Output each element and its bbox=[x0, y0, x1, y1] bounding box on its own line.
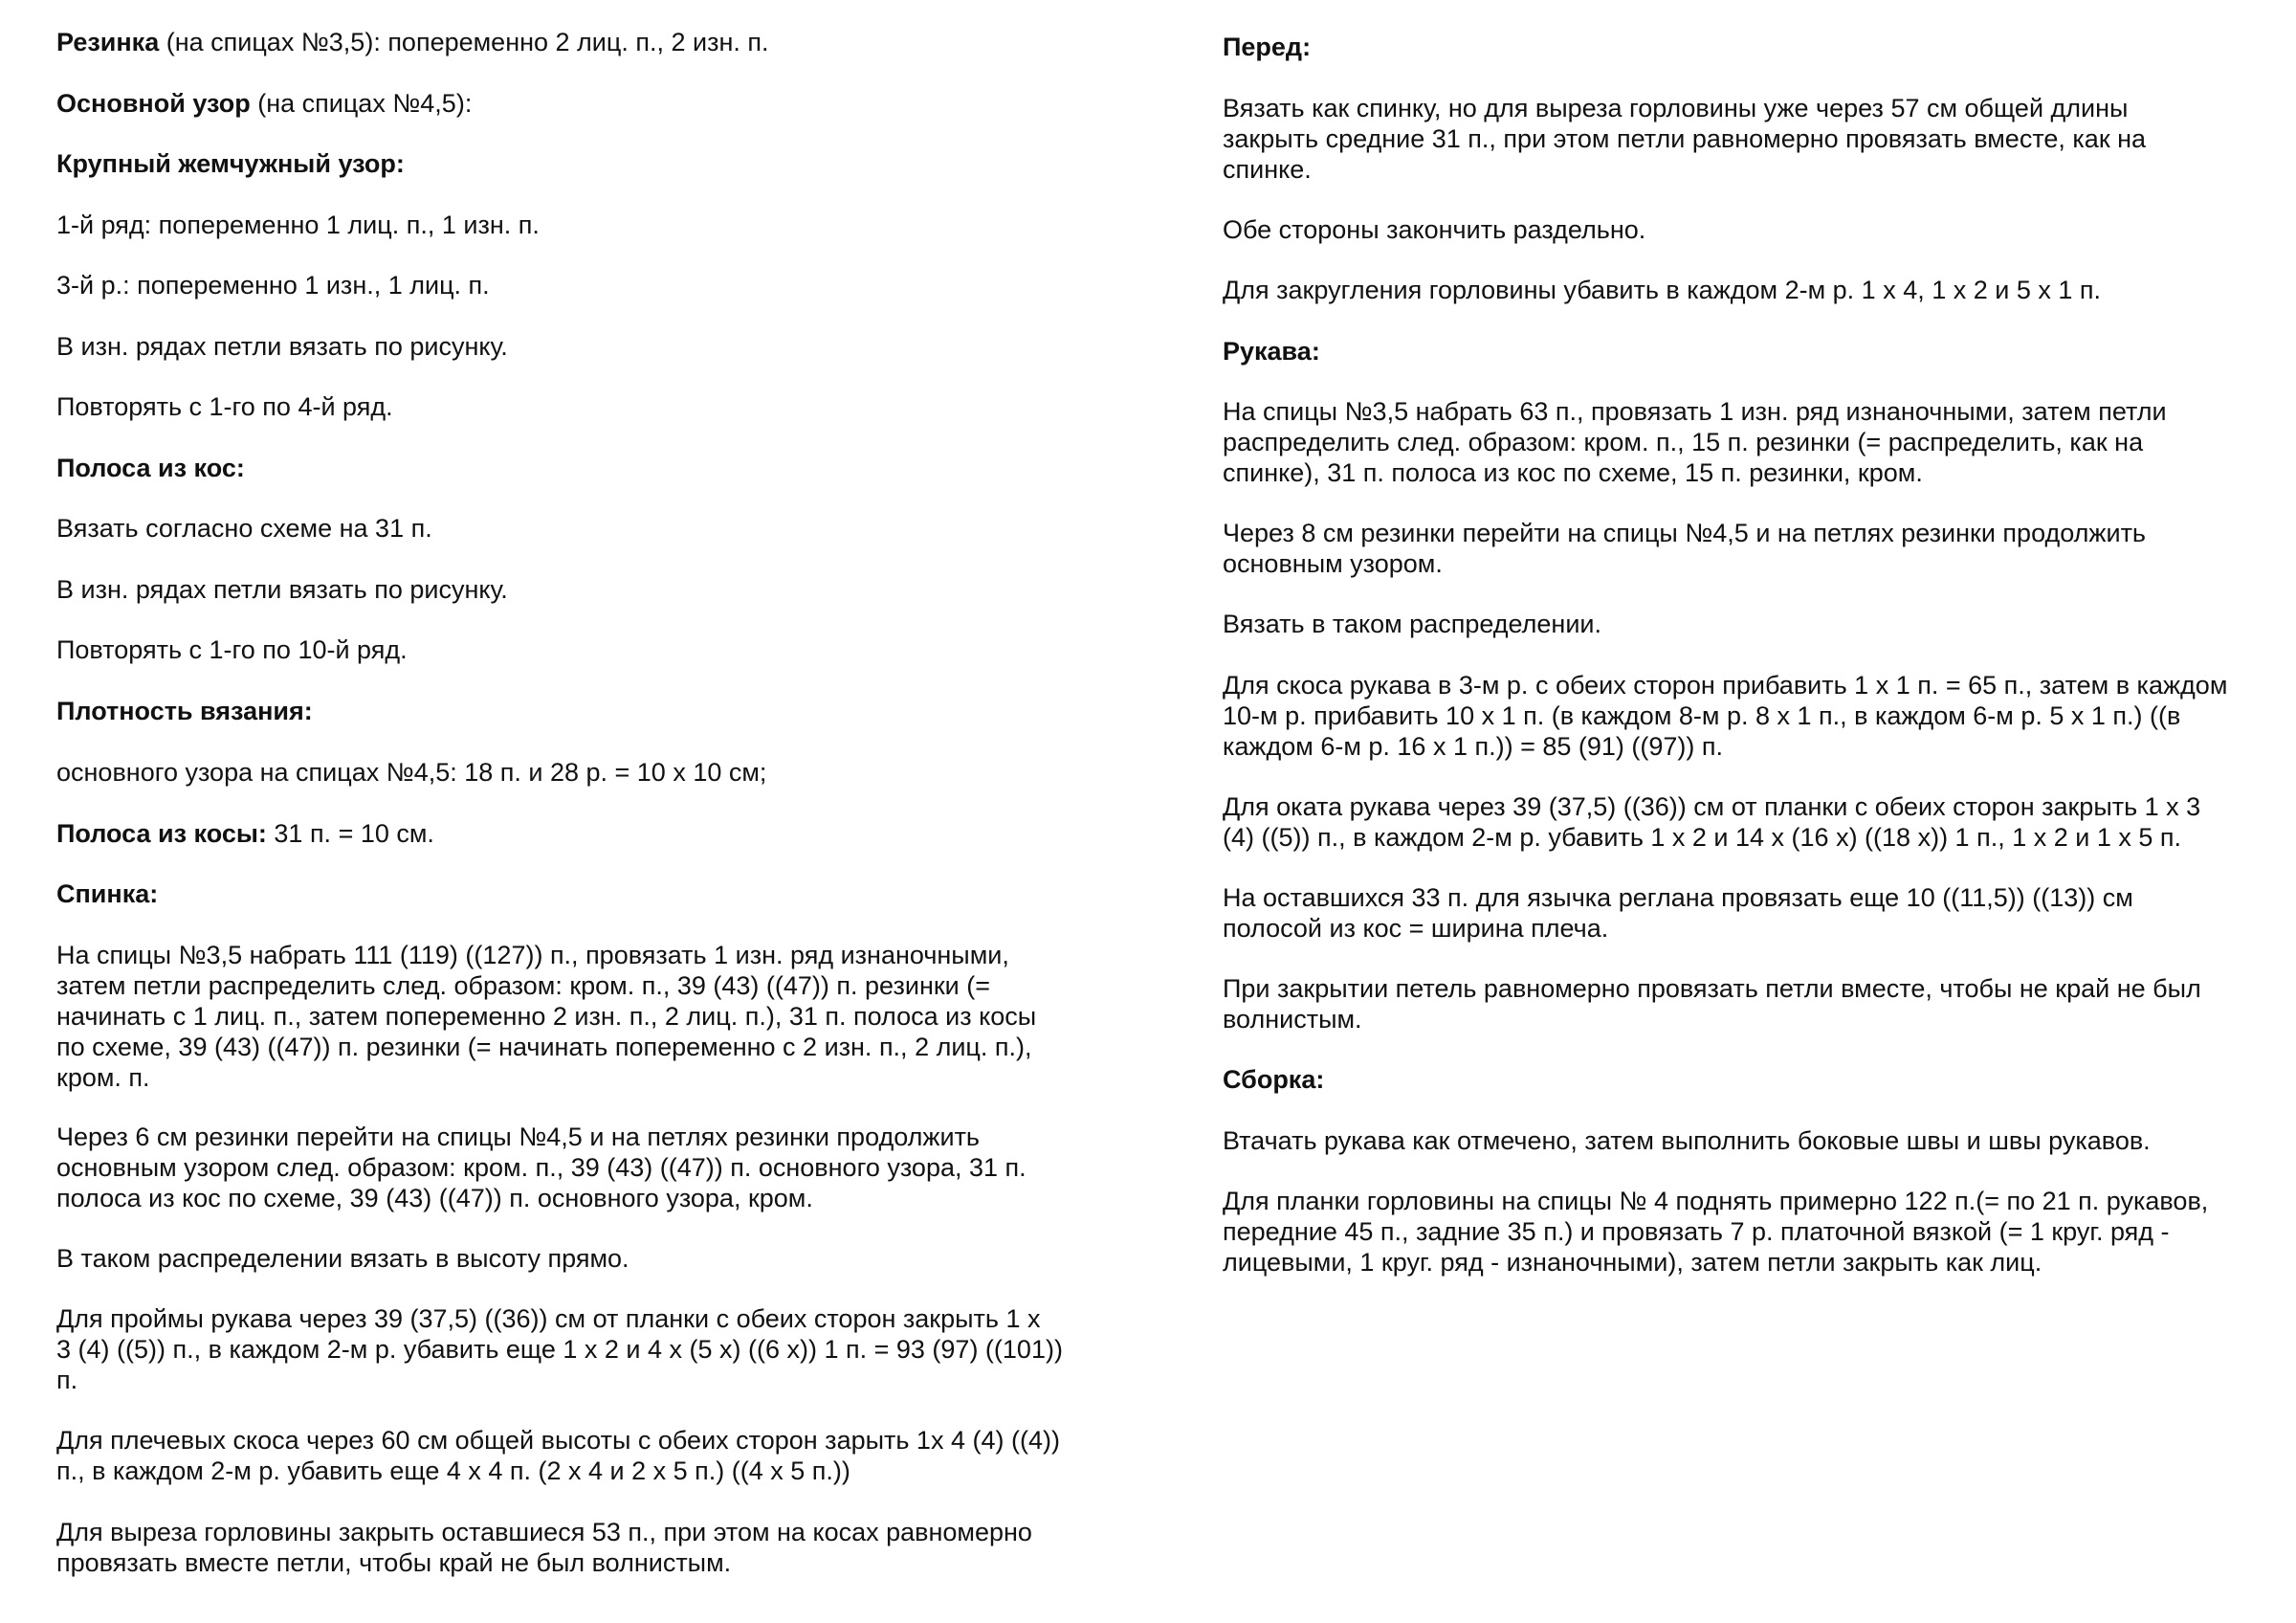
paragraph-row-1: 1-й ряд: попеременно 1 лиц. п., 1 изн. п. bbox=[56, 211, 540, 239]
paragraph-sleeve-cap: Для оката рукава через 39 (37,5) ((36)) см от планки с обеих сторон закрыть 1 х 3 (4) ((5)) п., в каждом 2-м р. убавить 1 х 2 и 14 х (16 х) ((18 х)) 1 п., 1 х 2 и 1 х 5 п. bbox=[1223, 792, 2201, 852]
paragraph-gauge-main: основного узора на спицах №4,5: 18 п. и 28 р. = 10 х 10 см; bbox=[56, 758, 767, 787]
paragraph-purl-rows-2: В изн. рядах петли вязать по рисунку. bbox=[56, 575, 508, 604]
paragraph-back-shoulder: Для плечевых скоса через 60 см общей высоты с обеих сторон зарыть 1х 4 (4) ((4)) п., в каждом 2-м р. убавить еще 4 х 4 п. (2 х 4 и 2 х 5 п.) ((4 х 5 п.)) bbox=[56, 1426, 1060, 1485]
paragraph-bind-off: При закрытии петель равномерно провязать петли вместе, чтобы не край не был волнистым. bbox=[1223, 974, 2201, 1034]
heading-cable-panel: Полоса из кос: bbox=[56, 454, 245, 482]
heading-gauge: Плотность вязания: bbox=[56, 697, 313, 725]
paragraph-back-switch: Через 6 см резинки перейти на спицы №4,5 и на петлях резинки продолжить основным узором след. образом: кром. п., 39 (43) ((47)) п. основного узора, 31 п. полоса из кос по схеме, 39 (43) ((47)) п. основного узора, кром. bbox=[56, 1123, 1027, 1212]
paragraph-main-pattern: Основной узор (на спицах №4,5): bbox=[56, 89, 473, 118]
paragraph-back-cast-on: На спицы №3,5 набрать 111 (119) ((127)) п., провязать 1 изн. ряд изнаночными, затем петли распределить след. образом: кром. п., 39 (43) ((47)) п. резинки (= начинать с 1 лиц. п., затем попеременно 2 изн. п., 2 лиц. п.), 31 п. полоса из косы по схеме, 39 (43) ((47)) п. резинки (= начинать попеременно с 2 изн. п., 2 лиц. п.), кром. п. bbox=[56, 941, 1037, 1092]
paragraph-front-separately: Обе стороны закончить раздельно. bbox=[1223, 215, 1646, 244]
paragraph-sleeve-switch: Через 8 см резинки перейти на спицы №4,5 и на петлях резинки продолжить основным узором. bbox=[1223, 519, 2146, 578]
paragraph-sleeve-increase: Для скоса рукава в 3-м р. с обеих сторон прибавить 1 х 1 п. = 65 п., затем в каждом 10-м р. прибавить 10 х 1 п. (в каждом 8-м р. 8 х 1 п., в каждом 6-м р. 5 х 1 п.) ((в каждом 6-м р. 16 х 1 п.)) = 85 (91) ((97)) п. bbox=[1223, 671, 2228, 761]
paragraph-back-armhole: Для проймы рукава через 39 (37,5) ((36)) см от планки с обеих сторон закрыть 1 х 3 (4) ((5)) п., в каждом 2-м р. убавить еще 1 х 2 и 4 х (5 х) ((6 х)) 1 п. = 93 (97) ((101)) п. bbox=[56, 1304, 1063, 1394]
paragraph-repeat-1-10: Повторять с 1-го по 10-й ряд. bbox=[56, 635, 408, 664]
paragraph-chart-31: Вязать согласно схеме на 31 п. bbox=[56, 514, 432, 543]
paragraph-repeat-1-4: Повторять с 1-го по 4-й ряд. bbox=[56, 392, 393, 421]
paragraph-back-neck: Для выреза горловины закрыть оставшиеся 53 п., при этом на косах равномерно провязать вместе петли, чтобы край не был волнистым. bbox=[56, 1518, 1032, 1577]
paragraph-saddle: На оставшихся 33 п. для язычка реглана провязать еще 10 ((11,5)) ((13)) см полосой из кос = ширина плеча. bbox=[1223, 883, 2133, 943]
paragraph-neckband: Для планки горловины на спицы № 4 поднять примерно 122 п.(= по 21 п. рукавов, передние 45 п., задние 35 п.) и провязать 7 р. платочной вязкой (= 1 круг. ряд - лицевыми, 1 круг. ряд - изнаночными), затем петли закрыть как лиц. bbox=[1223, 1187, 2209, 1277]
paragraph-set-in-sleeves: Втачать рукава как отмечено, затем выполнить боковые швы и швы рукавов. bbox=[1223, 1126, 2151, 1155]
paragraph-front-neck: Вязать как спинку, но для выреза горловины уже через 57 см общей длины закрыть средние 31 п., при этом петли равномерно провязать вместе, как на спинке. bbox=[1223, 94, 2147, 184]
paragraph-gauge-cable: Полоса из косы: 31 п. = 10 см. bbox=[56, 819, 434, 848]
paragraph-back-straight: В таком распределении вязать в высоту прямо. bbox=[56, 1244, 629, 1273]
paragraph-front-rounding: Для закругления горловины убавить в каждом 2-м р. 1 х 4, 1 х 2 и 5 х 1 п. bbox=[1223, 276, 2101, 304]
paragraph-rib: Резинка (на спицах №3,5): попеременно 2 лиц. п., 2 изн. п. bbox=[56, 28, 769, 56]
heading-front: Перед: bbox=[1223, 33, 1312, 61]
paragraph-sleeve-distribution: Вязать в таком распределении. bbox=[1223, 610, 1601, 638]
paragraph-purl-rows: В изн. рядах петли вязать по рисунку. bbox=[56, 332, 508, 361]
paragraph-row-3: 3-й р.: попеременно 1 изн., 1 лиц. п. bbox=[56, 271, 490, 300]
heading-sleeves: Рукава: bbox=[1223, 337, 1320, 366]
paragraph-sleeve-cast-on: На спицы №3,5 набрать 63 п., провязать 1 изн. ряд изнаночными, затем петли распределить след. образом: кром. п., 15 п. резинки (= распределить, как на спинке), 31 п. полоса из кос по схеме, 15 п. резинки, кром. bbox=[1223, 397, 2167, 487]
heading-back: Спинка: bbox=[56, 879, 159, 908]
heading-pearl-pattern: Крупный жемчужный узор: bbox=[56, 149, 405, 178]
heading-assembly: Сборка: bbox=[1223, 1065, 1325, 1094]
